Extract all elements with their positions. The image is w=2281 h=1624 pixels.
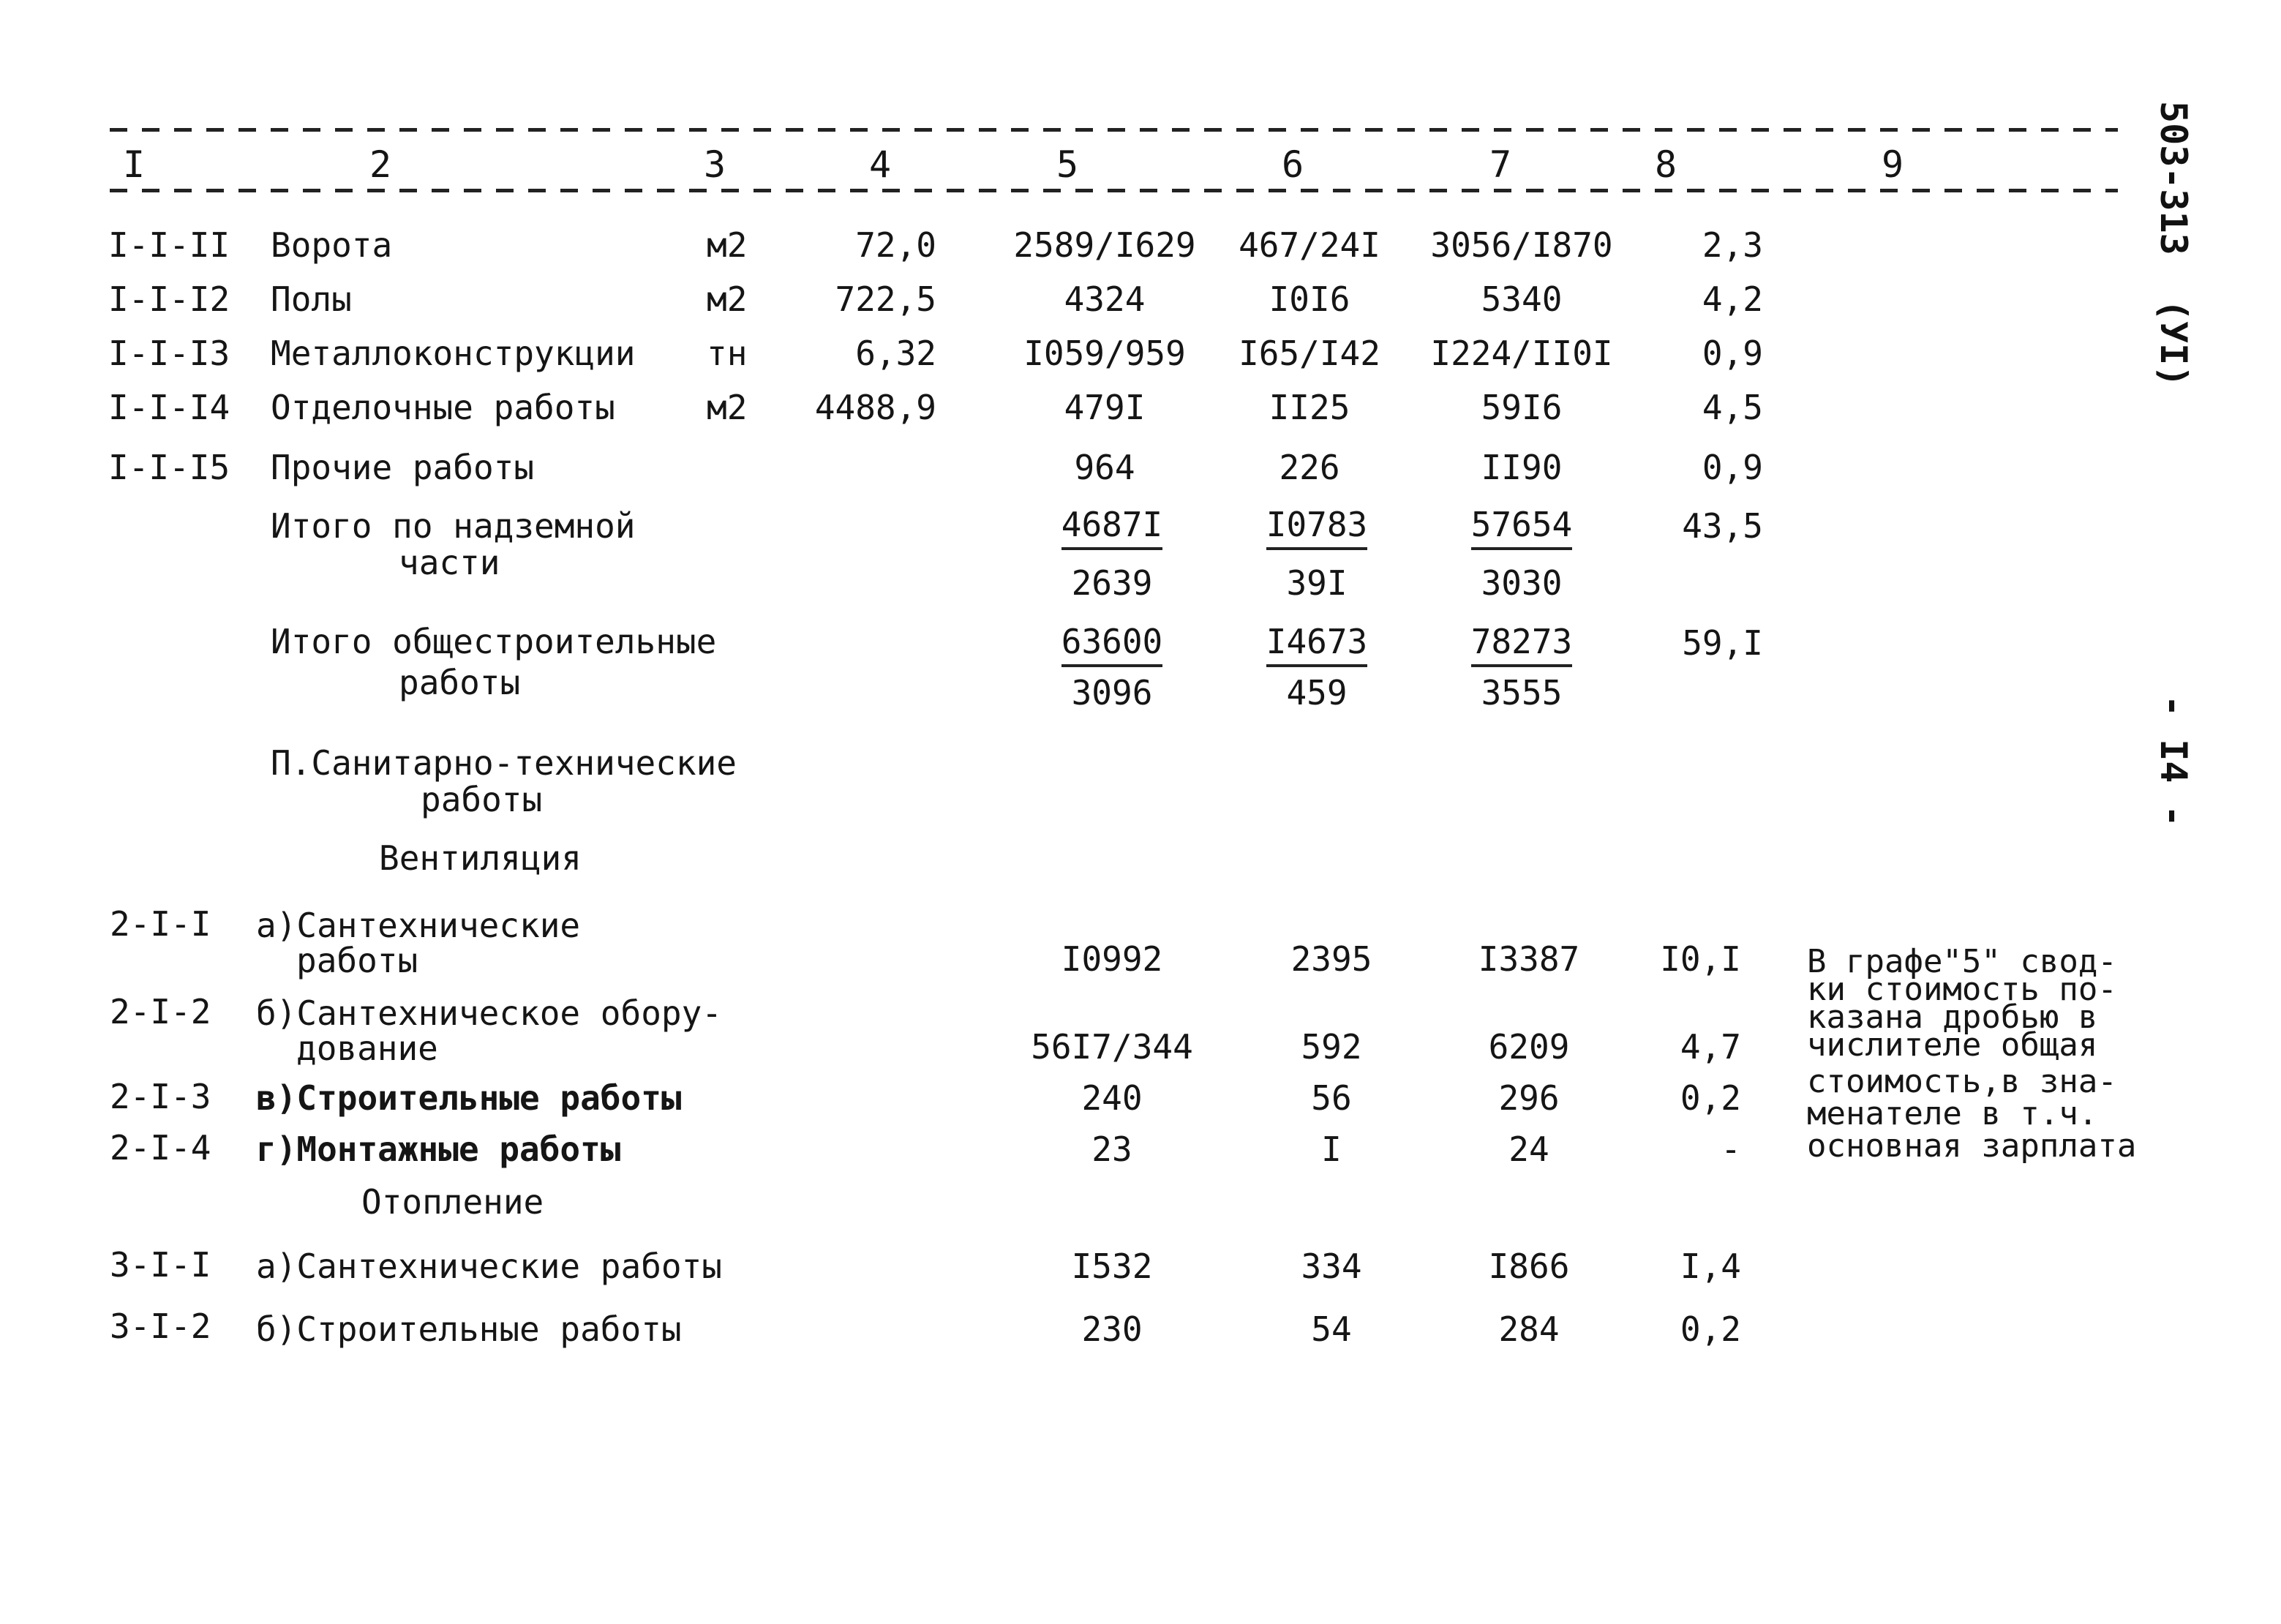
- subtotal-col7-numerator: 57654: [1471, 505, 1572, 550]
- row-name: Отделочные работы: [271, 388, 615, 427]
- row-col5: 2589/I629: [1013, 225, 1196, 265]
- row-code: 2-I-2: [110, 992, 211, 1031]
- row-unit: м2: [707, 225, 748, 265]
- general-label-line1: Итого общестроительные: [271, 622, 717, 661]
- note-line: стоимость,в зна-: [1807, 1063, 2117, 1100]
- row-name: Ворота: [271, 225, 393, 265]
- row-col6: 54: [1311, 1309, 1352, 1349]
- row-col6: 334: [1301, 1247, 1362, 1286]
- note-line: ки стоимость по-: [1807, 971, 2117, 1008]
- section-heading-line1: П.Санитарно-технические: [271, 743, 737, 783]
- subtotal-label-line2: части: [399, 543, 500, 582]
- col-header-8: 8: [1655, 143, 1677, 186]
- subtotal-label-line1: Итого по надземной: [271, 506, 636, 546]
- row-col8: 4,5: [1702, 388, 1763, 427]
- row-col5: I0992: [1061, 939, 1163, 979]
- row-col7: I3387: [1478, 939, 1580, 979]
- row-unit: м2: [707, 388, 748, 427]
- row-quantity: 722,5: [835, 279, 936, 319]
- row-col6: I65/I42: [1239, 334, 1380, 373]
- row-quantity: 72,0: [855, 225, 936, 265]
- row-col7: I224/II0I: [1430, 334, 1613, 373]
- col-header-9: 9: [1882, 143, 1904, 186]
- row-col6: II25: [1269, 388, 1350, 427]
- document-code: 503-313 (УI): [2152, 101, 2195, 388]
- note-line: основная зарплата: [1807, 1127, 2137, 1165]
- row-col8: 0,9: [1702, 448, 1763, 487]
- row-col8: 0,9: [1702, 334, 1763, 373]
- col-header-3: 3: [704, 143, 726, 186]
- row-unit: м2: [707, 279, 748, 319]
- general-col7-denominator: 3555: [1481, 673, 1563, 713]
- row-name: Металлоконструкции: [271, 334, 636, 373]
- row-col6: I0I6: [1269, 279, 1350, 319]
- row-col8: -: [1721, 1129, 1741, 1169]
- row-name: а)Сантехнические работы: [256, 1247, 722, 1286]
- row-name: Полы: [271, 279, 352, 319]
- row-col6: 56: [1311, 1078, 1352, 1118]
- row-code: 2-I-4: [110, 1128, 211, 1168]
- col-header-7: 7: [1489, 143, 1512, 186]
- row-col6: 592: [1301, 1027, 1362, 1067]
- general-col6-denominator: 459: [1286, 673, 1348, 713]
- row-name-line1: б)Сантехническое обору-: [256, 993, 722, 1033]
- row-col5: 240: [1081, 1078, 1143, 1118]
- row-col7: I866: [1488, 1247, 1570, 1286]
- row-code: 3-I-I: [110, 1245, 211, 1285]
- row-col5: I059/959: [1023, 334, 1186, 373]
- row-col5: I532: [1071, 1247, 1153, 1286]
- page-number: - I4 -: [2152, 695, 2195, 827]
- row-code: I-I-I3: [108, 334, 230, 373]
- subsection-heading-heating: Отопление: [361, 1182, 544, 1222]
- row-name: Прочие работы: [271, 448, 535, 487]
- note-line: числителе общая: [1807, 1026, 2098, 1064]
- row-col6: 467/24I: [1239, 225, 1380, 265]
- row-col5: 479I: [1064, 388, 1146, 427]
- row-col5: 56I7/344: [1031, 1027, 1193, 1067]
- row-col6: I: [1321, 1129, 1342, 1169]
- subtotal-col8: 43,5: [1682, 506, 1763, 546]
- subtotal-col6-numerator: I0783: [1266, 505, 1367, 550]
- row-name-line2: дование: [296, 1029, 438, 1068]
- row-col8: 0,2: [1680, 1309, 1741, 1349]
- row-col7: 6209: [1488, 1027, 1570, 1067]
- row-code: I-I-I2: [108, 279, 230, 319]
- general-col5-numerator: 63600: [1061, 622, 1162, 667]
- row-col8: I0,I: [1660, 939, 1741, 979]
- row-col5: 230: [1081, 1309, 1143, 1349]
- row-col5: 964: [1074, 448, 1135, 487]
- note-line: менателе в т.ч.: [1807, 1095, 2098, 1132]
- row-col8: 4,7: [1680, 1027, 1741, 1067]
- note-line: В графе"5" свод-: [1807, 943, 2117, 980]
- subtotal-col5-denominator: 2639: [1071, 563, 1153, 603]
- row-col5: 23: [1091, 1129, 1132, 1169]
- col-header-4: 4: [869, 143, 892, 186]
- col-header-1: I: [123, 143, 146, 186]
- general-col5-denominator: 3096: [1071, 673, 1153, 713]
- row-col7: 24: [1508, 1129, 1549, 1169]
- row-code: 3-I-2: [110, 1307, 211, 1346]
- header-top-rule: [110, 128, 2118, 132]
- row-code: I-I-II: [108, 225, 230, 265]
- row-unit: тн: [707, 334, 748, 373]
- row-name-line1: г)Монтажные работы: [256, 1129, 621, 1169]
- row-col6: 2395: [1290, 939, 1372, 979]
- row-col7: 3056/I870: [1430, 225, 1613, 265]
- row-col7: 5340: [1481, 279, 1563, 319]
- row-col8: 4,2: [1702, 279, 1763, 319]
- row-code: 2-I-I: [110, 904, 211, 944]
- row-col6: 226: [1279, 448, 1340, 487]
- row-quantity: 6,32: [855, 334, 936, 373]
- header-bottom-rule: [110, 189, 2118, 192]
- subsection-heading-ventilation: Вентиляция: [379, 838, 582, 878]
- row-quantity: 4488,9: [814, 388, 936, 427]
- row-col5: 4324: [1064, 279, 1146, 319]
- subtotal-col5-numerator: 4687I: [1061, 505, 1162, 550]
- row-name: б)Строительные работы: [256, 1309, 682, 1349]
- row-col8: 0,2: [1680, 1078, 1741, 1118]
- row-col7: 59I6: [1481, 388, 1563, 427]
- col-header-6: 6: [1282, 143, 1304, 186]
- row-code: I-I-I5: [108, 448, 230, 487]
- row-code: 2-I-3: [110, 1077, 211, 1116]
- row-col7: 284: [1498, 1309, 1560, 1349]
- col-header-5: 5: [1056, 143, 1079, 186]
- row-col8: I,4: [1680, 1247, 1741, 1286]
- row-col7: 296: [1498, 1078, 1560, 1118]
- subtotal-col6-denominator: 39I: [1286, 563, 1348, 603]
- col-header-2: 2: [369, 143, 392, 186]
- general-col8: 59,I: [1682, 623, 1763, 663]
- row-name-line1: в)Строительные работы: [256, 1078, 682, 1118]
- row-code: I-I-I4: [108, 388, 230, 427]
- subtotal-col7-denominator: 3030: [1481, 563, 1563, 603]
- section-heading-line2: работы: [421, 780, 543, 819]
- row-name-line2: работы: [296, 941, 418, 980]
- note-line: казана дробью в: [1807, 999, 2098, 1036]
- row-name-line1: а)Сантехнические: [256, 906, 581, 945]
- general-label-line2: работы: [399, 663, 521, 702]
- row-col7: II90: [1481, 448, 1563, 487]
- general-col6-numerator: I4673: [1266, 622, 1367, 667]
- general-col7-numerator: 78273: [1471, 622, 1572, 667]
- row-col8: 2,3: [1702, 225, 1763, 265]
